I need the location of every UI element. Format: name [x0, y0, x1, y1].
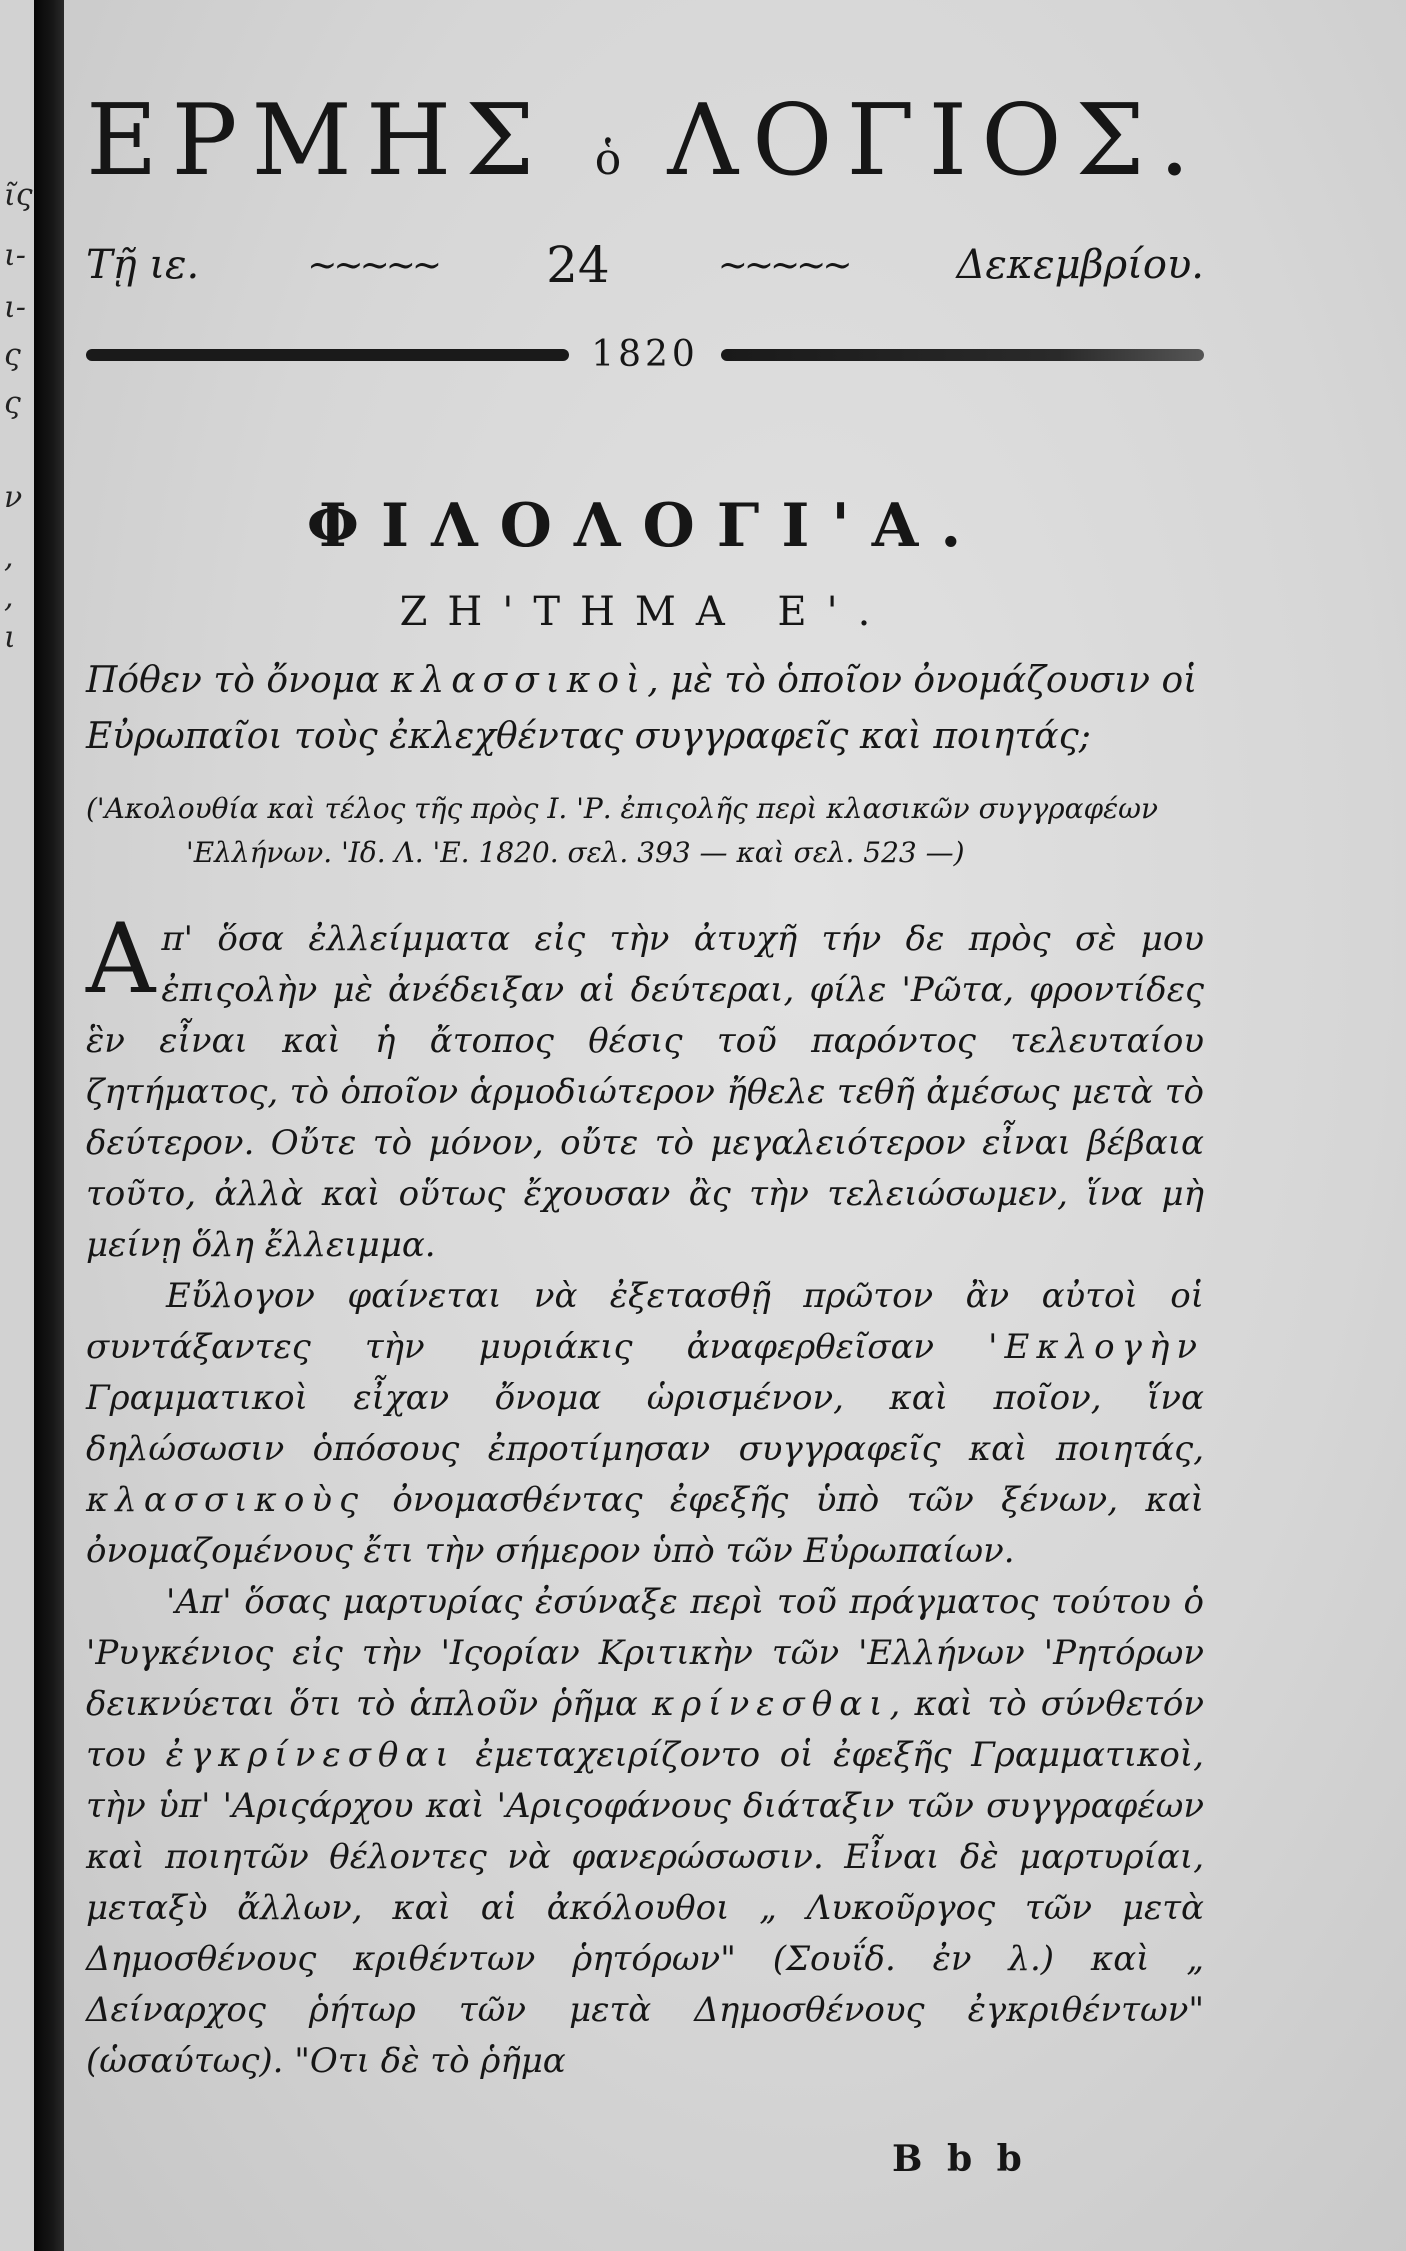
- book-spine: [34, 0, 64, 2251]
- signature-mark: Β b b: [892, 2138, 1028, 2180]
- question-part-1: Πόθεν τὸ ὄνομα: [86, 660, 391, 701]
- masthead-word-2: ΛΟΓΙΟΣ.: [667, 84, 1204, 198]
- rule-left: [86, 349, 569, 361]
- article-body: [86, 903, 1205, 2087]
- left-page-edge: [0, 0, 34, 2251]
- paragraph-3-text-c: ἐμεταχειρίζοντο οἱ ἐφεξῆς Γραμματικοὶ, τὴν ὑπ' 'Αριςάρχου καὶ 'Αριςοφάνους διάταξιν τῶν συγγραφέων καὶ ποιητῶν θέλοντες νὰ φανερώσωσιν. Εἶναι δὲ μαρτυρίαι, μεταξὺ ἄλλων, καὶ αἱ ἀκόλουθοι „ Λυκοῦργος τῶν μετὰ Δημοσθένους κριθέντων ῥητόρων" (Σουΐδ. ἐν λ.) καὶ „ Δείναρχος ῥήτωρ τῶν μετὰ Δημοσθένους ἐγκριθέντων" (ὡσαύτως). "Οτι δὲ τὸ ῥῆμα: [86, 1735, 1204, 2082]
- paragraph-3-spaced-term-1: κρίνεσθαι: [652, 1684, 890, 1725]
- left-page-fragment: ,: [4, 580, 14, 615]
- left-page-fragment: ι-: [4, 238, 26, 273]
- source-citation: [86, 787, 1204, 877]
- rule-right: [721, 349, 1204, 361]
- paragraph-2-spaced-term-1: 'Εκλογὴν: [988, 1327, 1204, 1368]
- left-page-fragment: ν: [4, 480, 23, 515]
- paragraph-2-text-a: Εὔλογον φαίνεται νὰ ἐξετασθῇ πρῶτον ἂν αὐτοὶ οἱ συντάξαντες τὴν μυριάκις ἀναφερθεῖσαν: [86, 1276, 1204, 1368]
- left-page-fragment: ῖς: [4, 178, 33, 213]
- year: 1820: [591, 334, 699, 375]
- left-page-fragment: ι: [4, 620, 16, 655]
- dateline-day: Τῇ ιε.: [86, 242, 200, 288]
- left-page-fragment: ς: [4, 386, 21, 421]
- paragraph-3-spaced-term-2: ἐγκρίνεσθαι: [165, 1735, 456, 1776]
- left-page-fragment: ,: [4, 540, 14, 575]
- dateline-month: Δεκεμβρίου.: [956, 242, 1204, 288]
- paragraph-3: [86, 1577, 1204, 2087]
- dateline: [86, 236, 1204, 294]
- question-part-2: , μὲ τὸ ὁποῖον ὀνομάζουσιν οἱ Εὐρωπαῖοι τοὺς ἐκλεχθέντας συγγραφεῖς καὶ ποιητάς;: [86, 660, 1198, 757]
- paragraph-3-text-a: 'Απ' ὅσας μαρτυρίας ἐσύναξε περὶ τοῦ πράγματος τούτου ὁ 'Ρυγκένιος εἰς τὴν 'Ιςορίαν Κριτικὴν τῶν 'Ελλήνων 'Ρητόρων δεικνύεται ὅτι τὸ ἁπλοῦν ῥῆμα: [86, 1582, 1204, 1725]
- paragraph-2-spaced-term-2: κλασσικοὺς: [86, 1480, 366, 1521]
- masthead: [86, 84, 1204, 198]
- paragraph-1: [86, 903, 1204, 1271]
- page-content: [86, 84, 1205, 2087]
- page: [64, 0, 1406, 2251]
- drop-cap: Α: [86, 903, 156, 1016]
- question-spaced-term: κλασσικοὶ: [390, 660, 648, 701]
- paragraph-3-text-b: , καὶ τὸ σύνθετόν του: [86, 1684, 1205, 1776]
- question-text: [86, 653, 1204, 765]
- paragraph-2-text-b: Γραμματικοὶ εἶχαν ὄνομα ὡρισμένον, καὶ ποῖον, ἵνα δηλώσωσιν ὁπόσους ἐπροτίμησαν συγγραφεῖς καὶ ποιητάς,: [86, 1378, 1204, 1470]
- section-title: ΦΙΛΟΛΟΓΙ'Α.: [306, 491, 984, 561]
- question-title: ΖΗ'ΤΗΜΑ Ε'.: [399, 589, 891, 635]
- left-page-fragment: ι-: [4, 290, 26, 325]
- masthead-word-1: ΕΡΜΗΣ: [86, 84, 549, 198]
- left-page-fragment: ς: [4, 338, 21, 373]
- year-rule: [86, 334, 1204, 375]
- ornament-left: ~~~~~: [307, 244, 439, 286]
- source-line-1: ('Ακολουθία καὶ τέλος τῆς πρὸς Ι. 'Ρ. ἐπιςολῆς περὶ κλασικῶν συγγραφέων: [86, 791, 1159, 825]
- paragraph-2: [86, 1271, 1204, 1577]
- ornament-right: ~~~~~: [717, 244, 849, 286]
- source-line-2: 'Ελλήνων. 'Ιδ. Λ. 'Ε. 1820. σελ. 393 — καὶ σελ. 523 —): [186, 836, 965, 870]
- paragraph-2-text-c: ὀνομασθέντας ἐφεξῆς ὑπὸ τῶν ξένων, καὶ ὀνομαζομένους ἔτι τὴν σήμερον ὑπὸ τῶν Εὐρωπαίων.: [86, 1480, 1204, 1572]
- issue-number: 24: [546, 236, 610, 294]
- paragraph-1-text: π' ὅσα ἐλλείμματα εἰς τὴν ἀτυχῆ τήν δε πρὸς σὲ μου ἐπιςολὴν μὲ ἀνέδειξαν αἱ δεύτεραι, φίλε 'Ρῶτα, φροντίδες ἓν εἶναι καὶ ἡ ἄτοπος θέσις τοῦ παρόντος τελευταίου ζητήματος, τὸ ὁποῖον ἁρμοδιώτερον ἤθελε τεθῆ ἀμέσως μετὰ τὸ δεύτερον. Οὔτε τὸ μόνον, οὔτε τὸ μεγαλειότερον εἶναι βέβαια τοῦτο, ἀλλὰ καὶ οὕτως ἔχουσαν ἂς τὴν τελειώσωμεν, ἵνα μὴ μείνῃ ὅλη ἔλλειμμα.: [86, 919, 1204, 1266]
- masthead-article: ὁ: [594, 134, 622, 185]
